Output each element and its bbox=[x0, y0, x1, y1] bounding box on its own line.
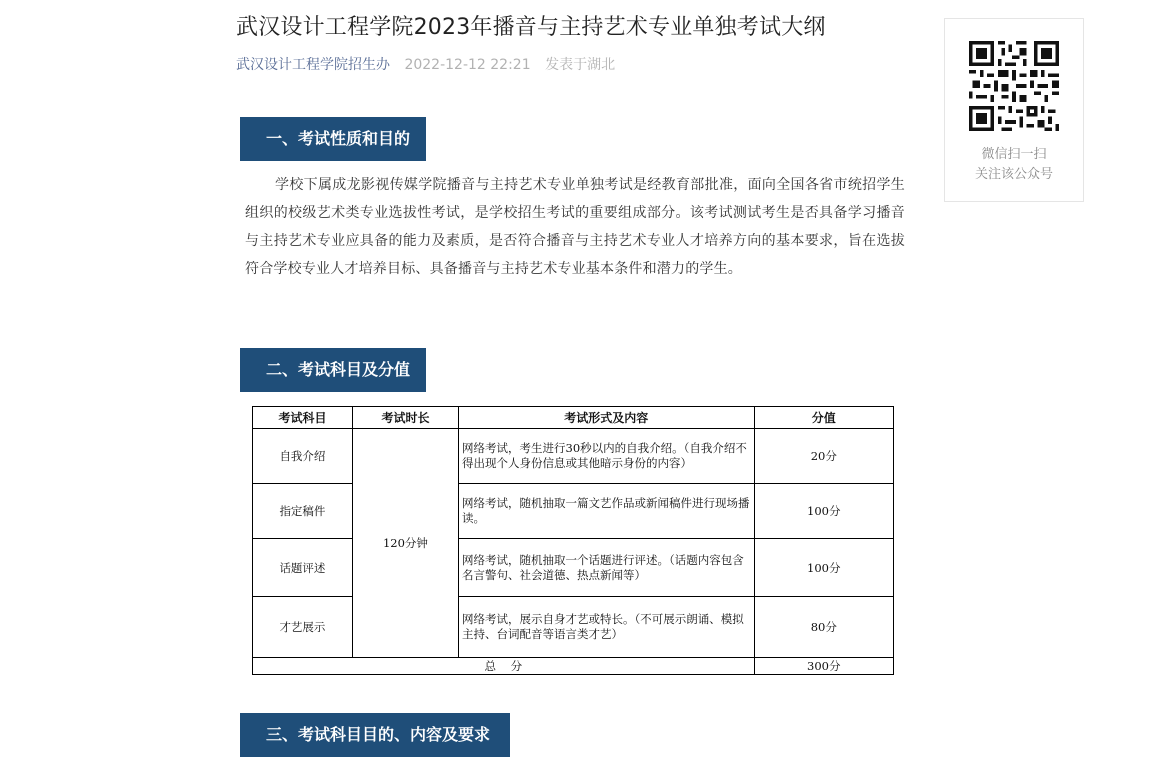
content-cell: 网络考试，随机抽取一个话题进行评述。（话题内容包含名言警句、社会道德、热点新闻等） bbox=[459, 539, 755, 597]
publish-time: 2022-12-12 22:21 bbox=[404, 57, 531, 73]
header-duration: 考试时长 bbox=[352, 407, 458, 429]
qr-code-box bbox=[944, 18, 1084, 202]
content-cell: 网络考试，考生进行30秒以内的自我介绍。（自我介绍不得出现个人身份信息或其他暗示身份的内容） bbox=[459, 429, 755, 484]
table-row bbox=[253, 539, 894, 597]
author-link[interactable]: 武汉设计工程学院招生办 bbox=[236, 57, 390, 73]
article-meta bbox=[236, 54, 615, 74]
publish-location: 发表于湖北 bbox=[545, 57, 616, 73]
subject-cell: 自我介绍 bbox=[253, 429, 353, 484]
table-row bbox=[253, 484, 894, 539]
header-content: 考试形式及内容 bbox=[459, 407, 755, 429]
subject-cell: 指定稿件 bbox=[253, 484, 353, 539]
qr-caption-line1: 微信扫一扫 bbox=[981, 147, 1047, 162]
section-heading-2: 二、考试科目及分值 bbox=[240, 348, 426, 392]
qr-code-icon[interactable] bbox=[969, 41, 1059, 131]
score-cell: 100分 bbox=[754, 484, 893, 539]
score-cell: 80分 bbox=[754, 597, 893, 658]
table-row bbox=[253, 597, 894, 658]
qr-caption-line2: 关注该公众号 bbox=[974, 167, 1053, 182]
total-label-cell: 总 分 bbox=[253, 658, 755, 675]
score-cell: 100分 bbox=[754, 539, 893, 597]
content-cell: 网络考试，随机抽取一篇文艺作品或新闻稿件进行现场播读。 bbox=[459, 484, 755, 539]
header-score: 分值 bbox=[754, 407, 893, 429]
header-subject: 考试科目 bbox=[253, 407, 353, 429]
subject-cell: 话题评述 bbox=[253, 539, 353, 597]
section-heading-1: 一、考试性质和目的 bbox=[240, 117, 426, 161]
content-cell: 网络考试，展示自身才艺或特长。（不可展示朗诵、模拟主持、台词配音等语言类才艺） bbox=[459, 597, 755, 658]
table-row bbox=[253, 429, 894, 484]
section-heading-3: 三、考试科目目的、内容及要求 bbox=[240, 713, 510, 757]
duration-cell: 120分钟 bbox=[352, 429, 458, 658]
table-header-row bbox=[253, 407, 894, 429]
total-score-cell: 300分 bbox=[754, 658, 893, 675]
intro-paragraph: 学校下属成龙影视传媒学院播音与主持艺术专业单独考试是经教育部批准，面向全国各省市统招学生组织的校级艺术类专业选拔性考试，是学校招生考试的重要组成部分。该考试测试考生是否具备学习播音与主持艺术专业应具备的能力及素质，是否符合播音与主持艺术专业人才培养方向的基本要求，旨在选拔符合学校专业人才培养目标、具备播音与主持艺术专业基本条件和潜力的学生。 bbox=[245, 177, 905, 277]
score-cell: 20分 bbox=[754, 429, 893, 484]
exam-subjects-table bbox=[252, 406, 894, 675]
table-total-row bbox=[253, 658, 894, 675]
subject-cell: 才艺展示 bbox=[253, 597, 353, 658]
article-title: 武汉设计工程学院2023年播音与主持艺术专业单独考试大纲 bbox=[236, 15, 826, 40]
